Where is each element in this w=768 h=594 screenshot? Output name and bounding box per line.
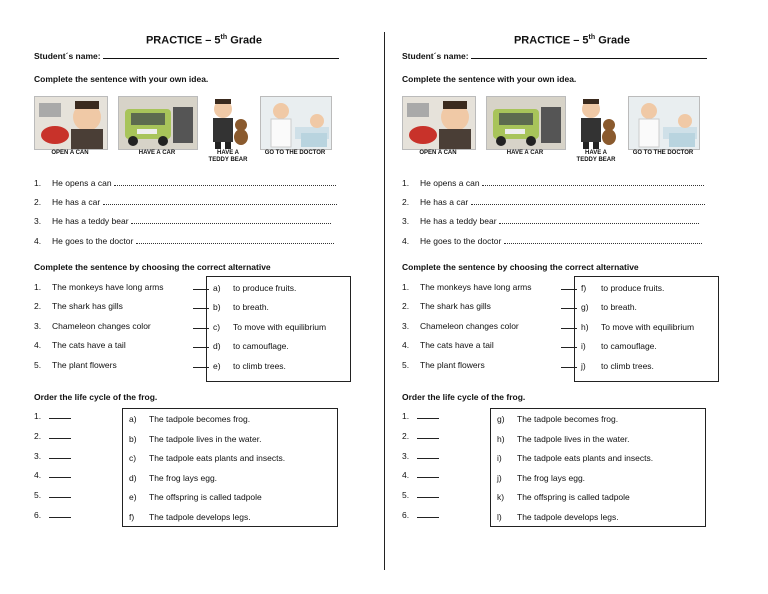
sentence-2: 2. He has a car bbox=[34, 197, 337, 207]
sentence-3: 3. He has a teddy bear bbox=[34, 216, 331, 226]
worksheet-title: PRACTICE – 5th Grade bbox=[513, 34, 631, 47]
section-heading-frog: Order the life cycle of the frog. bbox=[402, 392, 526, 402]
section-heading-match: Complete the sentence by choosing the correct alternative bbox=[34, 262, 271, 272]
frog-option: j) The frog lays egg. bbox=[497, 473, 586, 483]
answer-blank[interactable] bbox=[49, 432, 71, 439]
match-item: 4. The cats have a tail bbox=[402, 340, 577, 350]
match-option: i) to camouflage. bbox=[581, 341, 657, 351]
teddy-bear-picture bbox=[204, 96, 254, 150]
frog-order-slot: 2. bbox=[402, 431, 439, 441]
sentence-2: 2. He has a car bbox=[402, 197, 705, 207]
frog-order-slot: 4. bbox=[34, 470, 71, 480]
sentence-3: 3. He has a teddy bear bbox=[402, 216, 699, 226]
open-can-picture bbox=[402, 96, 476, 150]
answer-blank[interactable] bbox=[417, 471, 439, 478]
match-option: d) to camouflage. bbox=[213, 341, 289, 351]
worksheet-title: PRACTICE – 5th Grade bbox=[145, 34, 263, 47]
frog-option: b) The tadpole lives in the water. bbox=[129, 434, 262, 444]
frog-order-slot: 6. bbox=[34, 510, 71, 520]
caption-have-a: HAVE A bbox=[216, 150, 239, 156]
teddy-bear-picture bbox=[572, 96, 622, 150]
caption-have-a: HAVE A bbox=[584, 150, 607, 156]
caption-go-to-doctor: GO TO THE DOCTOR bbox=[264, 150, 326, 156]
section-heading-match: Complete the sentence by choosing the correct alternative bbox=[402, 262, 639, 272]
caption-teddy-bear: TEDDY BEAR bbox=[208, 157, 248, 163]
frog-order-slot: 5. bbox=[34, 490, 71, 500]
match-item: 3. Chameleon changes color bbox=[34, 321, 209, 331]
match-option: j) to climb trees. bbox=[581, 361, 654, 371]
match-option: h) To move with equilibrium bbox=[581, 322, 695, 332]
frog-order-slot: 4. bbox=[402, 470, 439, 480]
doctor-picture bbox=[260, 96, 332, 150]
match-item: 2. The shark has gills bbox=[34, 301, 209, 311]
picture-row bbox=[34, 96, 354, 166]
answer-line[interactable] bbox=[482, 179, 704, 186]
section-heading-own-idea: Complete the sentence with your own idea. bbox=[402, 74, 577, 84]
caption-have-a-car: HAVE A CAR bbox=[506, 150, 544, 156]
frog-order-slot: 5. bbox=[402, 490, 439, 500]
caption-open-a-can: OPEN A CAN bbox=[51, 150, 89, 156]
answer-line[interactable] bbox=[499, 217, 699, 224]
frog-option: i) The tadpole eats plants and insects. bbox=[497, 453, 654, 463]
student-name-field[interactable] bbox=[471, 50, 707, 59]
answer-blank[interactable] bbox=[417, 511, 439, 518]
match-item: 5. The plant flowers bbox=[34, 360, 209, 370]
answer-line[interactable] bbox=[114, 179, 336, 186]
sentence-4: 4. He goes to the doctor bbox=[34, 236, 334, 246]
caption-open-a-can: OPEN A CAN bbox=[419, 150, 457, 156]
match-options-box bbox=[574, 276, 719, 382]
caption-have-a-car: HAVE A CAR bbox=[138, 150, 176, 156]
match-item: 1. The monkeys have long arms bbox=[34, 282, 209, 292]
answer-blank[interactable] bbox=[417, 432, 439, 439]
answer-line[interactable] bbox=[504, 237, 702, 244]
student-name-row bbox=[402, 50, 707, 61]
have-car-picture bbox=[118, 96, 198, 150]
match-item: 5. The plant flowers bbox=[402, 360, 577, 370]
sentence-1: 1. He opens a can bbox=[34, 178, 336, 188]
doctor-picture bbox=[628, 96, 700, 150]
answer-blank[interactable] bbox=[49, 471, 71, 478]
answer-blank[interactable] bbox=[417, 491, 439, 498]
frog-option: e) The offspring is called tadpole bbox=[129, 492, 262, 502]
frog-order-slot: 1. bbox=[402, 411, 439, 421]
match-item: 4. The cats have a tail bbox=[34, 340, 209, 350]
caption-teddy-bear: TEDDY BEAR bbox=[576, 157, 616, 163]
answer-line[interactable] bbox=[136, 237, 334, 244]
answer-line[interactable] bbox=[131, 217, 331, 224]
match-options-box bbox=[206, 276, 351, 382]
match-option: c) To move with equilibrium bbox=[213, 322, 327, 332]
page-divider bbox=[384, 32, 385, 570]
match-item: 1. The monkeys have long arms bbox=[402, 282, 577, 292]
answer-blank[interactable] bbox=[49, 511, 71, 518]
frog-option: a) The tadpole becomes frog. bbox=[129, 414, 251, 424]
frog-order-slot: 1. bbox=[34, 411, 71, 421]
match-option: a) to produce fruits. bbox=[213, 283, 297, 293]
match-option: f) to produce fruits. bbox=[581, 283, 665, 293]
match-item: 2. The shark has gills bbox=[402, 301, 577, 311]
answer-line[interactable] bbox=[471, 198, 705, 205]
match-option: g) to breath. bbox=[581, 302, 637, 312]
student-name-label: Student´s name: bbox=[402, 51, 469, 61]
caption-go-to-doctor: GO TO THE DOCTOR bbox=[632, 150, 694, 156]
frog-option: k) The offspring is called tadpole bbox=[497, 492, 630, 502]
sentence-1: 1. He opens a can bbox=[402, 178, 704, 188]
frog-option: g) The tadpole becomes frog. bbox=[497, 414, 619, 424]
picture-row bbox=[402, 96, 722, 166]
answer-blank[interactable] bbox=[49, 491, 71, 498]
frog-order-slot: 3. bbox=[34, 451, 71, 461]
frog-options-box bbox=[490, 408, 706, 527]
student-name-row bbox=[34, 50, 339, 61]
match-option: b) to breath. bbox=[213, 302, 269, 312]
frog-option: d) The frog lays egg. bbox=[129, 473, 218, 483]
answer-blank[interactable] bbox=[417, 452, 439, 459]
worksheet-left bbox=[34, 0, 374, 594]
frog-option: h) The tadpole lives in the water. bbox=[497, 434, 630, 444]
match-option: e) to climb trees. bbox=[213, 361, 286, 371]
worksheet-right bbox=[402, 0, 742, 594]
match-item: 3. Chameleon changes color bbox=[402, 321, 577, 331]
student-name-field[interactable] bbox=[103, 50, 339, 59]
sentence-4: 4. He goes to the doctor bbox=[402, 236, 702, 246]
frog-option: f) The tadpole develops legs. bbox=[129, 512, 251, 522]
frog-order-slot: 6. bbox=[402, 510, 439, 520]
open-can-picture bbox=[34, 96, 108, 150]
answer-line[interactable] bbox=[103, 198, 337, 205]
answer-blank[interactable] bbox=[417, 412, 439, 419]
student-name-label: Student´s name: bbox=[34, 51, 101, 61]
have-car-picture bbox=[486, 96, 566, 150]
frog-option: c) The tadpole eats plants and insects. bbox=[129, 453, 286, 463]
answer-blank[interactable] bbox=[49, 412, 71, 419]
frog-order-slot: 2. bbox=[34, 431, 71, 441]
answer-blank[interactable] bbox=[49, 452, 71, 459]
section-heading-own-idea: Complete the sentence with your own idea. bbox=[34, 74, 209, 84]
section-heading-frog: Order the life cycle of the frog. bbox=[34, 392, 158, 402]
frog-option: l) The tadpole develops legs. bbox=[497, 512, 619, 522]
frog-order-slot: 3. bbox=[402, 451, 439, 461]
frog-options-box bbox=[122, 408, 338, 527]
